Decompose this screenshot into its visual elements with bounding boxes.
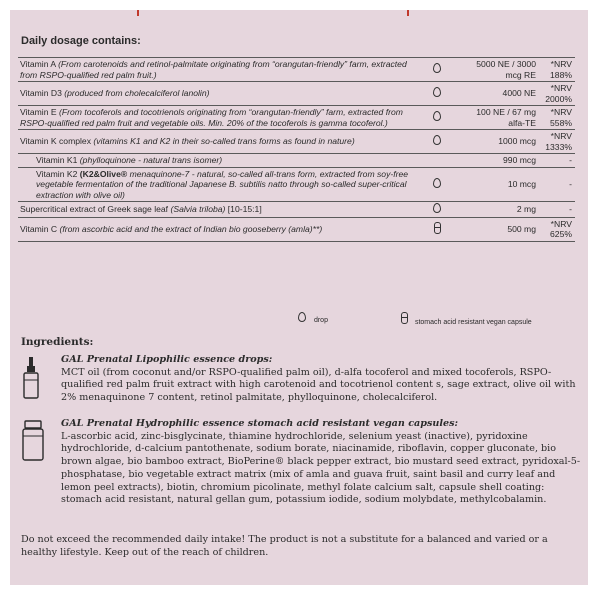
nutrient-description: Vitamin C (from ascorbic acid and the extract of Indian bio gooseberry (amla)**) — [18, 217, 418, 241]
nutrient-description: Supercritical extract of Greek sage leaf (Salvia triloba) [10-15:1] — [18, 202, 418, 218]
legend-capsule-label: stomach acid resistant vegan capsule — [414, 319, 532, 326]
amount: 1000 mcg — [456, 130, 540, 154]
form-cell — [418, 217, 456, 241]
amount: 4000 NE — [456, 82, 540, 106]
ingredients-heading: Ingredients: — [21, 336, 94, 348]
form-cell — [418, 82, 456, 106]
drop-icon — [298, 312, 306, 322]
crop-mark — [407, 10, 409, 16]
dropper-bottle-icon — [21, 356, 41, 400]
drop-icon — [433, 135, 441, 145]
form-cell — [418, 58, 456, 82]
nutrient-description: Vitamin E (From tocoferols and tocotrienols originating from “orangutan-friendly” farm, extracted from RSPO-qualified red palm fruit and vegetable oils. Min. 20% of the tocoferols is gamma tocoferol.) — [18, 106, 418, 130]
crop-mark — [137, 10, 139, 16]
nrv-value: *NRV 625% — [540, 217, 575, 241]
ingredient-drops — [61, 354, 581, 405]
nrv-value: - — [540, 202, 575, 218]
form-cell — [418, 130, 456, 154]
dosage-row — [18, 217, 575, 241]
drop-icon — [433, 63, 441, 73]
warning-text: Do not exceed the recommended daily intake! The product is not a substitute for a balanced and varied or a healthy lifestyle. Keep out of the reach of children. — [21, 534, 548, 558]
nrv-value: *NRV 1333% — [540, 130, 575, 154]
dosage-row — [18, 82, 575, 106]
ingredient-capsules — [61, 418, 581, 507]
ingredient-drops-text: MCT oil (from coconut and/or RSPO-qualified palm oil), d-alfa tocoferol and mixed tocoferols, RSPO-qualified red palm fruit extract with high carotenoid and tocotrienol content s, sage extract, olive oil with 2% menaquinone 7 content, retinol palmitate, phylloquinone, cholecalciferol. — [61, 366, 576, 404]
amount: 100 NE / 67 mg alfa-TE — [456, 106, 540, 130]
dosage-row — [18, 154, 575, 168]
amount: 990 mcg — [456, 154, 540, 168]
nrv-value: - — [540, 154, 575, 168]
ingredient-capsules-title: GAL Prenatal Hydrophilic essence stomach acid resistant vegan capsules: — [61, 418, 459, 429]
amount: 2 mg — [456, 202, 540, 218]
dosage-row — [18, 58, 575, 82]
nrv-value: *NRV 558% — [540, 106, 575, 130]
amount: 10 mcg — [456, 167, 540, 202]
capsule-icon — [401, 312, 408, 324]
nutrient-description: Vitamin D3 (produced from cholecalciferol lanolin) — [18, 82, 418, 106]
drop-icon — [433, 87, 441, 97]
nrv-value: *NRV 2000% — [540, 82, 575, 106]
nrv-value: *NRV 188% — [540, 58, 575, 82]
amount: 5000 NE / 3000 mcg RE — [456, 58, 540, 82]
dosage-row — [18, 106, 575, 130]
dosage-row — [18, 167, 575, 202]
dosage-row — [18, 202, 575, 218]
nutrient-description: Vitamin K2 (K2&Olive® menaquinone-7 - natural, so-called all-trans form, extracted from soy-free vegetable fermentation of the traditional Japanese B. subtilis natto through so-called super-critical extraction with olive oil) — [18, 167, 418, 202]
ingredient-capsules-text: L-ascorbic acid, zinc-bisglycinate, thiamine hydrochloride, selenium yeast (inactive), pyridoxine hydrochloride, d-calcium pantothenate, sodium borate, niacinamide, riboflavin, copper gluconate, bio brown algae, bio bamboo extract, BioPerine® black pepper extract, bio mustard seed extract, pyridoxal-5-phosphatase, bio vegetable extract matrix (mix of amla and guava fruit, saint basil and curry leaf and lemon peel extracts), biotin, chromium picolinate, methyl folate calcium salt, capsule shell coating: stomach acid resistant, natural gellan gum, potassium iodide, sodium molybdate, methylcobalamin. — [61, 430, 581, 506]
nutrient-description: Vitamin K1 (phylloquinone - natural trans isomer) — [18, 154, 418, 168]
legend-drop-label: drop — [313, 317, 328, 324]
amount: 500 mg — [456, 217, 540, 241]
legend-drop — [298, 312, 328, 324]
drop-icon — [433, 178, 441, 188]
form-cell — [418, 154, 456, 168]
capsule-icon — [434, 222, 441, 234]
nrv-value: - — [540, 167, 575, 202]
capsule-jar-icon — [21, 420, 45, 462]
nutrient-description: Vitamin A (From carotenoids and retinol-palmitate originating from “orangutan-friendly” farm, extracted from RSPO-qualified red palm fruit.) — [18, 58, 418, 82]
form-cell — [418, 167, 456, 202]
nutrient-description: Vitamin K complex (vitamins K1 and K2 in their so-called trans forms as found in nature) — [18, 130, 418, 154]
drop-icon — [433, 203, 441, 213]
drop-icon — [433, 111, 441, 121]
legend-capsule — [401, 312, 532, 326]
dosage-heading: Daily dosage contains: — [21, 35, 141, 47]
form-cell — [418, 202, 456, 218]
form-cell — [418, 106, 456, 130]
dosage-table — [18, 57, 575, 242]
dosage-row — [18, 130, 575, 154]
ingredient-drops-title: GAL Prenatal Lipophilic essence drops: — [61, 354, 273, 365]
